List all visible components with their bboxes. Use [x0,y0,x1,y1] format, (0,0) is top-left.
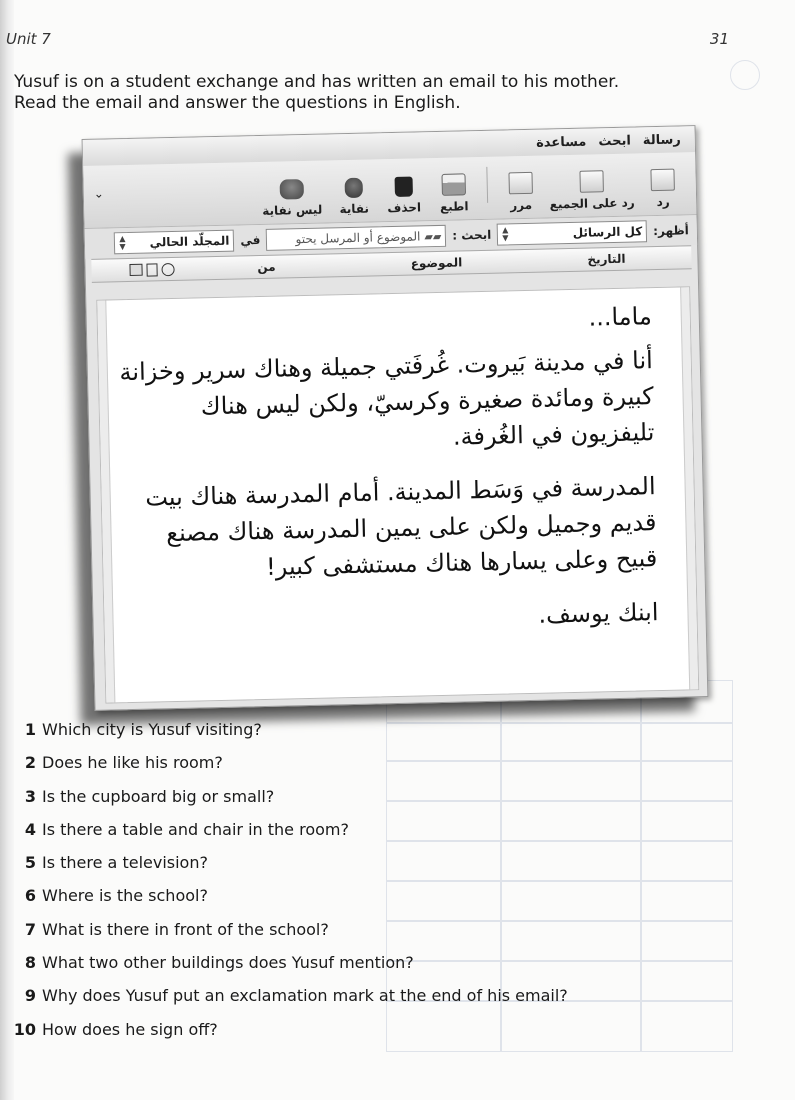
junk-status-icon[interactable] [129,263,142,275]
print-label: اطبع [439,199,469,214]
junk-button[interactable] [331,177,378,216]
question-number: 2 [24,753,36,773]
question-number: 6 [24,886,36,906]
not-junk-button[interactable] [257,178,328,218]
reply-icon [650,169,674,192]
question-text: Is there a table and chair in the room? [42,819,349,839]
show-filter-value: كل الرسائل [572,224,643,240]
not-junk-label: ليس نفاية [262,202,323,218]
print-button[interactable] [430,173,477,214]
trash-icon [395,177,413,197]
reply-all-button[interactable] [547,169,636,211]
show-through-table-col [640,680,642,1052]
question-text: What two other buildings does Yusuf mention? [42,953,414,973]
question-number: 4 [24,819,36,839]
select-arrows-icon: ▲ ▼ [119,234,126,252]
question-text: How does he sign off? [42,1019,218,1039]
message-paragraph-1: أنا في مدينة بَيروت. غُرفَتي جميلة وهناك سرير وخزانة كبيرة ومائدة صغيرة وكرسيّ، ولكن ليس هناك تليفزيون في الغُرفة. [119,346,655,451]
question-item [10,753,568,786]
forward-label: مرر [510,197,533,213]
message-paragraph-2: المدرسة في وَسَط المدينة. أمام المدرسة هناك بيت قديم وجميل ولكن على يمين المدرسة هناك مصنع قبيح وعلى يسارها هناك مستشفى كبير! [144,472,658,581]
question-number: 10 [13,1019,36,1039]
show-filter-select[interactable] [497,220,647,245]
column-from[interactable]: من [257,259,276,275]
junk-label: نفاية [339,201,370,217]
search-value: الموضوع أو المرسل يحتو [295,229,421,247]
question-text: Where is the school? [42,886,208,906]
forward-button[interactable] [497,172,544,213]
instructions-line-2: Read the email and answer the questions in English. [14,93,461,113]
in-label: في [240,233,261,248]
question-item [10,787,568,820]
menu-help[interactable]: مساعدة [535,134,587,151]
attachment-icon[interactable] [146,263,157,276]
not-junk-icon [280,179,304,200]
question-item [10,720,568,753]
folder-value: المجلّد الحالي [149,233,230,250]
delete-button[interactable] [381,176,428,215]
question-item [10,886,568,919]
reply-button[interactable] [639,168,686,209]
question-number: 5 [24,853,36,873]
email-client-window [82,125,709,711]
question-number: 3 [24,786,36,806]
unit-label: Unit 7 [6,30,51,48]
question-text: Why does Yusuf put an exclamation mark at the end of his email? [42,986,568,1006]
menu-message[interactable]: رسالة [642,131,681,148]
instructions [14,72,619,114]
menu-search[interactable]: ابحث [598,133,632,149]
question-item [10,920,568,953]
printer-icon [441,173,465,196]
question-number: 1 [24,720,36,739]
reply-all-label: رد على الجميع [549,195,635,212]
column-subject[interactable]: الموضوع [410,255,463,271]
question-text: Is there a television? [42,853,208,873]
message-signoff: ابنك يوسف. [538,598,659,629]
show-label: أظهر: [653,223,689,239]
instructions-line-1: Yusuf is on a student exchange and has written an email to his mother. [14,72,620,92]
message-body [96,286,699,703]
question-number: 7 [24,919,36,939]
question-item [10,820,568,853]
question-text: What is there in front of the school? [42,919,329,939]
question-text: Does he like his room? [42,753,223,773]
folder-select[interactable] [114,230,234,255]
question-text: Which city is Yusuf visiting? [42,720,262,739]
status-icon[interactable] [161,262,174,275]
question-item [10,986,568,1019]
delete-label: احذف [387,200,422,216]
question-text: Is the cupboard big or small? [42,786,275,806]
question-item [10,853,568,886]
question-item [10,953,568,986]
search-input[interactable] [266,225,446,251]
message-text [97,287,697,642]
toolbar-overflow-chevron-icon[interactable]: ⌄ [93,186,105,201]
forward-icon [508,172,532,195]
column-date[interactable]: التاريخ [587,251,626,267]
reply-all-icon [579,170,603,193]
question-item [10,1020,568,1053]
reply-label: رد [656,194,670,210]
show-through-box [730,60,760,90]
toolbar-separator [486,167,488,203]
question-number: 9 [24,986,36,1006]
binoculars-icon: ▰▰ [424,229,442,243]
select-arrows-icon: ▲ ▼ [502,225,509,243]
junk-icon [345,178,363,198]
questions-list [10,720,568,1053]
search-label: ابحث : [452,227,492,243]
page-number: 31 [709,30,729,48]
message-salutation: ماما... [588,302,653,332]
question-number: 8 [24,953,36,973]
